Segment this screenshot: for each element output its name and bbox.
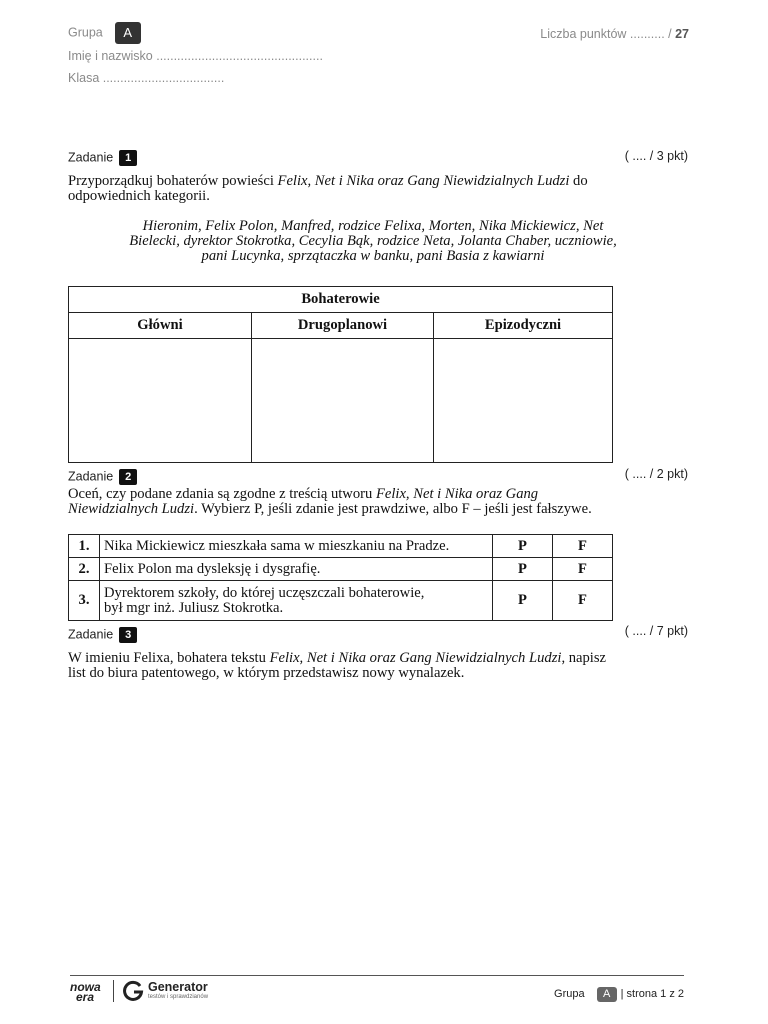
table-row <box>69 535 613 558</box>
task3-label: Zadanie <box>68 627 114 642</box>
task1-header <box>68 150 137 166</box>
task3-instruction-a: W imieniu Felixa, bohatera tekstu <box>68 650 270 666</box>
answer-cell-episodic[interactable] <box>434 339 613 463</box>
names-line-3: pani Lucynka, sprzątaczka w banku, pani Basia z kawiarni <box>201 248 545 264</box>
statement-text-line-2: był mgr inż. Juliusz Stokrotka. <box>104 599 284 616</box>
column-header-episodic: Epizodyczni <box>434 313 613 339</box>
task1-label: Zadanie <box>68 150 114 165</box>
group-label: Grupa <box>68 25 103 40</box>
task1-instruction-a: Przyporządkuj bohaterów powieści <box>68 173 278 189</box>
task1-names <box>68 219 678 264</box>
table-row <box>69 581 613 621</box>
false-option[interactable]: F <box>553 535 613 558</box>
characters-table <box>68 286 613 463</box>
points-total: 27 <box>675 27 689 41</box>
statement-number: 3. <box>69 581 100 621</box>
true-false-table <box>68 534 613 621</box>
name-line: Imię i nazwisko ................................................ <box>68 49 323 63</box>
task1-points: ( .... / 3 pkt) <box>624 149 688 163</box>
names-line-1: Hieronim, Felix Polon, Manfred, rodzice Felixa, Morten, Nika Mickiewicz, Net <box>142 218 604 234</box>
true-option[interactable]: P <box>493 535 553 558</box>
logo-separator <box>113 980 114 1002</box>
column-header-secondary: Drugoplanowi <box>252 313 434 339</box>
task1-instruction-b: do odpowiednich kategorii. <box>68 173 588 204</box>
task1-number: 1 <box>119 150 137 166</box>
generator-subtitle: testów i sprawdzianów <box>148 994 209 1000</box>
points-field <box>540 27 689 41</box>
statement-text: Felix Polon ma dysleksję i dysgrafię. <box>100 558 493 581</box>
group-badge: A <box>115 22 141 44</box>
task2-instruction <box>68 487 613 517</box>
column-header-main: Główni <box>69 313 252 339</box>
statement-text-line-1: Dyrektorem szkoły, do której uczęszczali bohaterowie, <box>104 584 425 601</box>
points-label: Liczba punktów .......... / <box>540 27 672 41</box>
footer-group-badge: A <box>597 987 617 1002</box>
true-option[interactable]: P <box>493 581 553 621</box>
table-row <box>69 558 613 581</box>
generator-logo-text <box>148 981 208 1001</box>
task1-instruction <box>68 174 613 204</box>
task3-instruction <box>68 651 613 681</box>
task3-book-title: Felix, Net i Nika oraz Gang Niewidzialnych Ludzi <box>269 650 562 666</box>
statement-number: 1. <box>69 535 100 558</box>
nowa-era-logo <box>70 982 106 1002</box>
generator-title: Generator <box>148 980 208 994</box>
false-option[interactable]: F <box>553 581 613 621</box>
class-line: Klasa ................................... <box>68 71 225 85</box>
group-field <box>68 22 141 44</box>
task2-instruction-b: . Wybierz P, jeśli zdanie jest prawdziwe, albo F – jeśli jest fałszywe. <box>194 501 592 517</box>
task2-label: Zadanie <box>68 469 114 484</box>
footer-group-label: Grupa <box>554 988 585 1000</box>
true-option[interactable]: P <box>493 558 553 581</box>
task1-book-title: Felix, Net i Nika oraz Gang Niewidzialnych Ludzi <box>277 173 570 189</box>
task2-book-title: Felix, Net i Nika oraz Gang Niewidzialnych Ludzi <box>68 486 539 517</box>
false-option[interactable]: F <box>553 558 613 581</box>
task3-header <box>68 627 137 643</box>
footer-divider <box>70 975 684 976</box>
logo-era: era <box>76 990 95 1004</box>
names-line-2: Bielecki, dyrektor Stokrotka, Cecylia Bąk, rodzice Neta, Jolanta Chaber, uczniowie, <box>129 233 617 249</box>
task2-instruction-a: Oceń, czy podane zdania są zgodne z treścią utworu <box>68 486 376 502</box>
answer-cell-main[interactable] <box>69 339 252 463</box>
footer-page-info <box>554 987 684 1002</box>
logo-nowa: nowa <box>70 980 101 994</box>
statement-number: 2. <box>69 558 100 581</box>
task2-number: 2 <box>119 469 137 485</box>
statement-text: Nika Mickiewicz mieszkała sama w mieszkaniu na Pradze. <box>100 535 493 558</box>
answer-cell-secondary[interactable] <box>252 339 434 463</box>
task3-instruction-b: , napisz list do biura patentowego, w którym przedstawisz nowy wynalazek. <box>68 650 607 681</box>
task3-points: ( .... / 7 pkt) <box>624 624 688 638</box>
footer-page-number: | strona 1 z 2 <box>620 988 684 1000</box>
statement-text <box>100 581 493 621</box>
task3-number: 3 <box>119 627 137 643</box>
table-title: Bohaterowie <box>69 287 613 313</box>
task2-header <box>68 469 137 485</box>
task2-points: ( .... / 2 pkt) <box>624 467 688 481</box>
generator-logo-icon <box>122 980 144 1007</box>
